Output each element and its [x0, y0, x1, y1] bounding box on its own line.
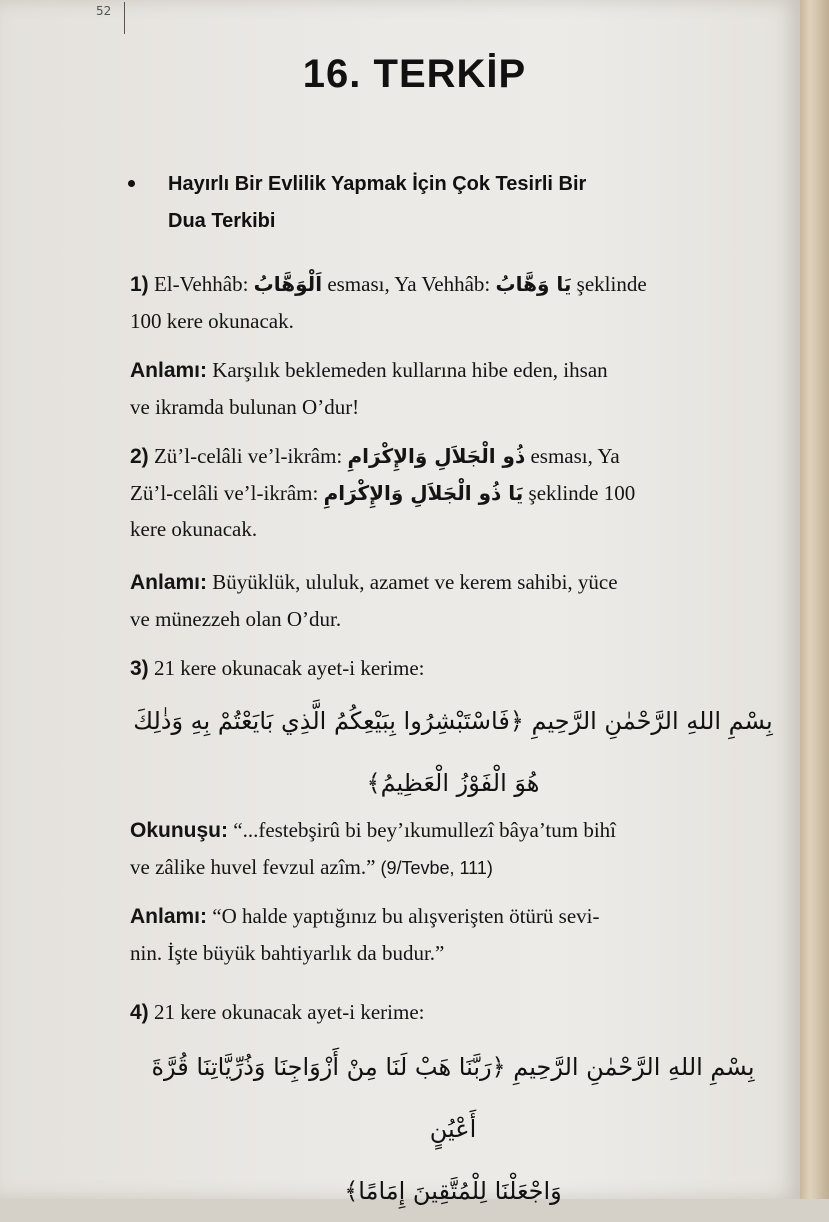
bullet-icon	[128, 180, 135, 187]
page-number-rule	[124, 2, 125, 34]
arabic-zul-celali: ذُو الْجَلاَلِ وَالإِكْرَامِ	[347, 444, 526, 468]
transliteration: Okunuşu: “...festebşirû bi bey’ıkumullezî bâya’tum bihî ve zâlike huvel fevzul azîm.” (9/Tevbe, 111)	[130, 818, 617, 879]
meaning-2: Anlamı: Büyüklük, ululuk, azamet ve kerem sahibi, yüce ve münezzeh olan O’dur.	[130, 570, 618, 631]
arabic-ya-zul-celali: يَا ذُو الْجَلاَلِ وَالإِكْرَامِ	[323, 481, 524, 505]
heading-line-2: Dua Terkibi	[168, 210, 276, 232]
item-1-number: 1)	[130, 273, 149, 296]
item-2: 2) Zü’l-celâli ve’l-ikrâm: ذُو الْجَلاَلِ وَالإِكْرَامِ esması, Ya Zü’l-celâli ve’l-ikrâm: يَا ذُو الْجَلاَلِ وَالإِكْرَامِ şeklinde 100 kere okunacak.	[130, 444, 636, 541]
item-3-number: 3)	[130, 657, 149, 680]
verse-line: هُوَ الْفَوْزُ الْعَظِيمُ﴾	[366, 769, 540, 797]
arabic-el-vehhab: اَلْوَهَّابُ	[253, 272, 323, 296]
verse-line: بِسْمِ اللهِ الرَّحْمٰنِ الرَّحِيمِ ﴿رَبَّنَا هَبْ لَنَا مِنْ أَزْوَاجِنَا وَذُرِّيَّاتِنَا قُرَّةَ أَعْيُنٍ	[151, 1053, 755, 1143]
heading-line-1: Hayırlı Bir Evlilik Yapmak İçin Çok Tesirli Bir	[168, 173, 587, 195]
section-heading	[128, 166, 708, 240]
item-3: 3) 21 kere okunacak ayet-i kerime:	[130, 656, 425, 680]
verse-reference: (9/Tevbe, 111)	[375, 858, 493, 878]
item-2-number: 2)	[130, 445, 149, 468]
meaning-label: Anlamı:	[130, 905, 208, 928]
transliteration-label: Okunuşu:	[130, 819, 228, 842]
meaning-label: Anlamı:	[130, 571, 208, 594]
chapter-title: 16. TERKİP	[302, 52, 527, 96]
item-4: 4) 21 kere okunacak ayet-i kerime:	[130, 1000, 425, 1024]
item-1: 1) El-Vehhâb: اَلْوَهَّابُ esması, Ya Vehhâb: يَا وَهَّابُ şeklinde 100 kere okunacak.	[130, 272, 647, 333]
meaning-label: Anlamı:	[130, 359, 208, 382]
meaning-1: Anlamı: Karşılık beklemeden kullarına hibe eden, ihsan ve ikramda bulunan O’dur!	[130, 358, 608, 419]
meaning-3: Anlamı: “O halde yaptığınız bu alışverişten ötürü sevi- nin. İşte büyük bahtiyarlık da budur.”	[130, 904, 600, 965]
page-number: 52	[96, 4, 112, 18]
verse-furkan-74	[128, 1036, 778, 1222]
item-4-number: 4)	[130, 1001, 149, 1024]
verse-line: وَاجْعَلْنَا لِلْمُتَّقِينَ إِمَامًا﴾	[344, 1177, 562, 1205]
verse-line: بِسْمِ اللهِ الرَّحْمٰنِ الرَّحِيمِ ﴿فَاسْتَبْشِرُوا بِبَيْعِكُمُ الَّذِي بَايَعْتُمْ بِهِ وَذٰلِكَ	[133, 707, 773, 735]
verse-tevbe-111	[128, 690, 778, 814]
arabic-ya-vehhab: يَا وَهَّابُ	[495, 272, 572, 296]
page-edge	[800, 0, 829, 1199]
